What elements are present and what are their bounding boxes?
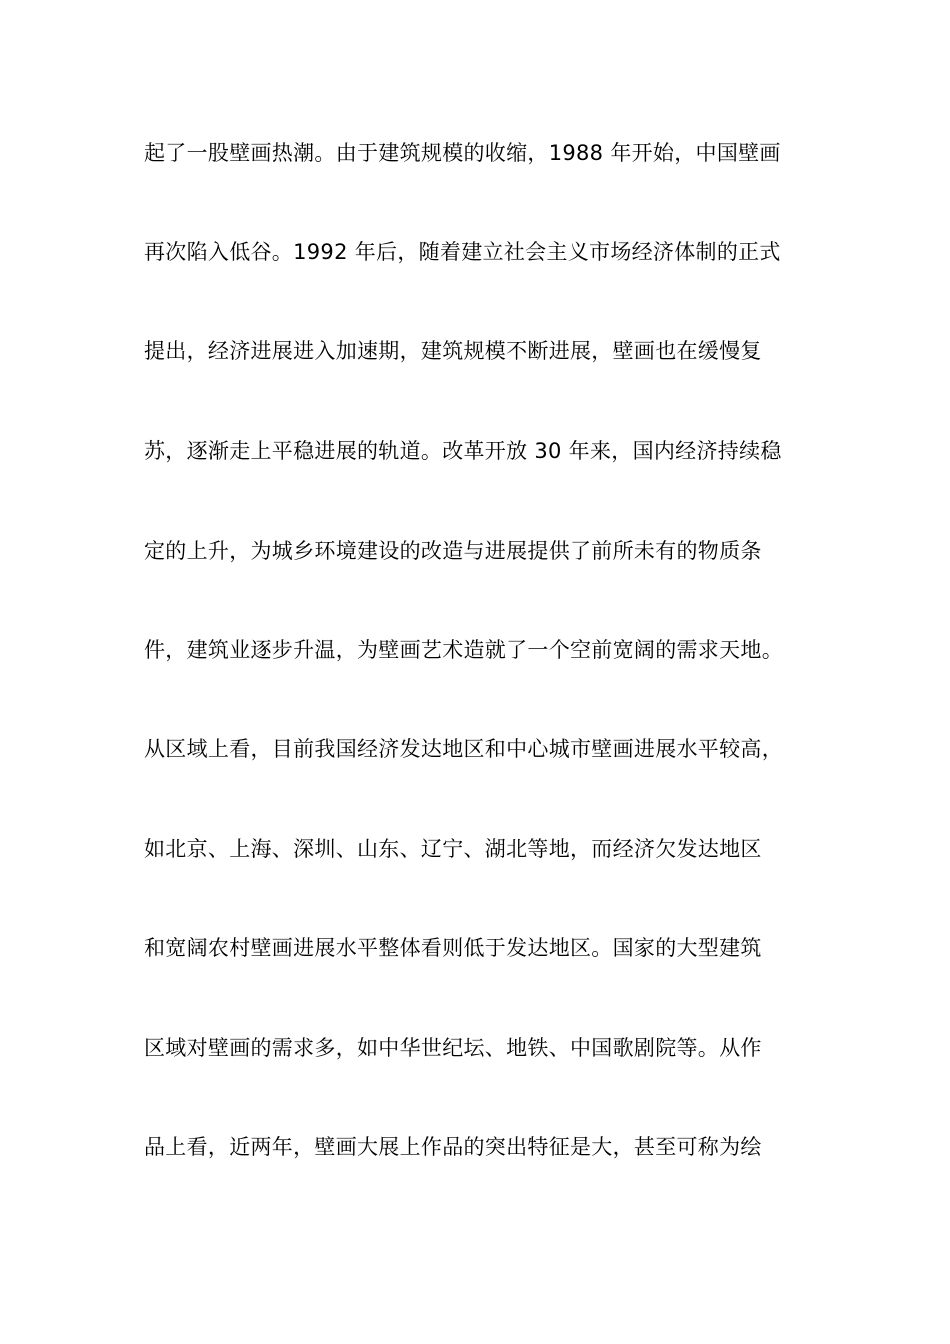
paragraph-line: 如北京、上海、深圳、山东、辽宁、湖北等地，而经济欠发达地区	[144, 837, 762, 861]
paragraph-line: 件，建筑业逐步升温，为壁画艺术造就了一个空前宽阔的需求天地。	[144, 638, 783, 662]
paragraph-line: 苏，逐渐走上平稳进展的轨道。改革开放 30 年来，国内经济持续稳	[144, 439, 782, 463]
paragraph-line: 定的上升，为城乡环境建设的改造与进展提供了前所未有的物质条	[144, 539, 762, 563]
paragraph-line: 从区域上看，目前我国经济发达地区和中心城市壁画进展水平较高，	[144, 737, 783, 761]
paragraph-line: 再次陷入低谷。1992 年后，随着建立社会主义市场经济体制的正式	[144, 240, 781, 264]
paragraph-line: 品上看，近两年，壁画大展上作品的突出特征是大，甚至可称为绘	[144, 1135, 762, 1159]
paragraph-line: 区域对壁画的需求多，如中华世纪坛、地铁、中国歌剧院等。从作	[144, 1036, 762, 1060]
paragraph-line: 和宽阔农村壁画进展水平整体看则低于发达地区。国家的大型建筑	[144, 936, 762, 960]
paragraph-line: 起了一股壁画热潮。由于建筑规模的收缩，1988 年开始，中国壁画	[144, 141, 781, 165]
paragraph-line: 提出，经济进展进入加速期，建筑规模不断进展，壁画也在缓慢复	[144, 339, 762, 363]
